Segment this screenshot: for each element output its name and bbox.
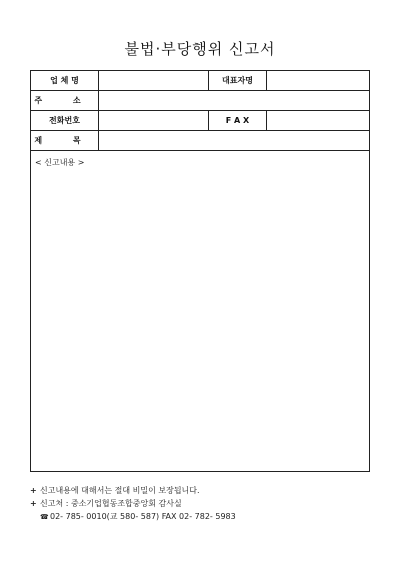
fax-label: F A X bbox=[209, 111, 267, 130]
row-company bbox=[31, 71, 369, 91]
company-field[interactable] bbox=[99, 71, 209, 90]
report-content-area[interactable] bbox=[31, 151, 369, 471]
form-title: 불법·부당행위 신고서 bbox=[124, 40, 276, 58]
address-field[interactable] bbox=[99, 91, 369, 110]
note-report-office bbox=[30, 497, 370, 510]
note-confidentiality bbox=[30, 484, 370, 497]
address-label: 주 소 bbox=[31, 91, 99, 110]
fax-field[interactable] bbox=[267, 111, 369, 130]
note-contact-text: 02- 785- 0010(교 580- 587) FAX 02- 782- 5983 bbox=[50, 512, 236, 521]
telephone-icon: ☎ bbox=[40, 513, 49, 521]
representative-field[interactable] bbox=[267, 71, 369, 90]
subject-field[interactable] bbox=[99, 131, 369, 150]
notes-section bbox=[30, 484, 370, 523]
report-content-label: < 신고내용 > bbox=[35, 158, 85, 167]
note-report-office-text: 신고처 : 중소기업협동조합중앙회 감사실 bbox=[40, 499, 182, 508]
row-subject bbox=[31, 131, 369, 151]
row-address bbox=[31, 91, 369, 111]
bullet-icon: + bbox=[30, 499, 37, 508]
bullet-icon: + bbox=[30, 486, 37, 495]
phone-field[interactable] bbox=[99, 111, 209, 130]
report-form bbox=[30, 70, 370, 472]
note-confidentiality-text: 신고내용에 대해서는 절대 비밀이 보장됩니다. bbox=[40, 486, 200, 495]
representative-label: 대표자명 bbox=[209, 71, 267, 90]
row-phone bbox=[31, 111, 369, 131]
phone-label: 전화번호 bbox=[31, 111, 99, 130]
note-contact bbox=[30, 510, 370, 523]
company-label: 업 체 명 bbox=[31, 71, 99, 90]
subject-label: 제 목 bbox=[31, 131, 99, 150]
